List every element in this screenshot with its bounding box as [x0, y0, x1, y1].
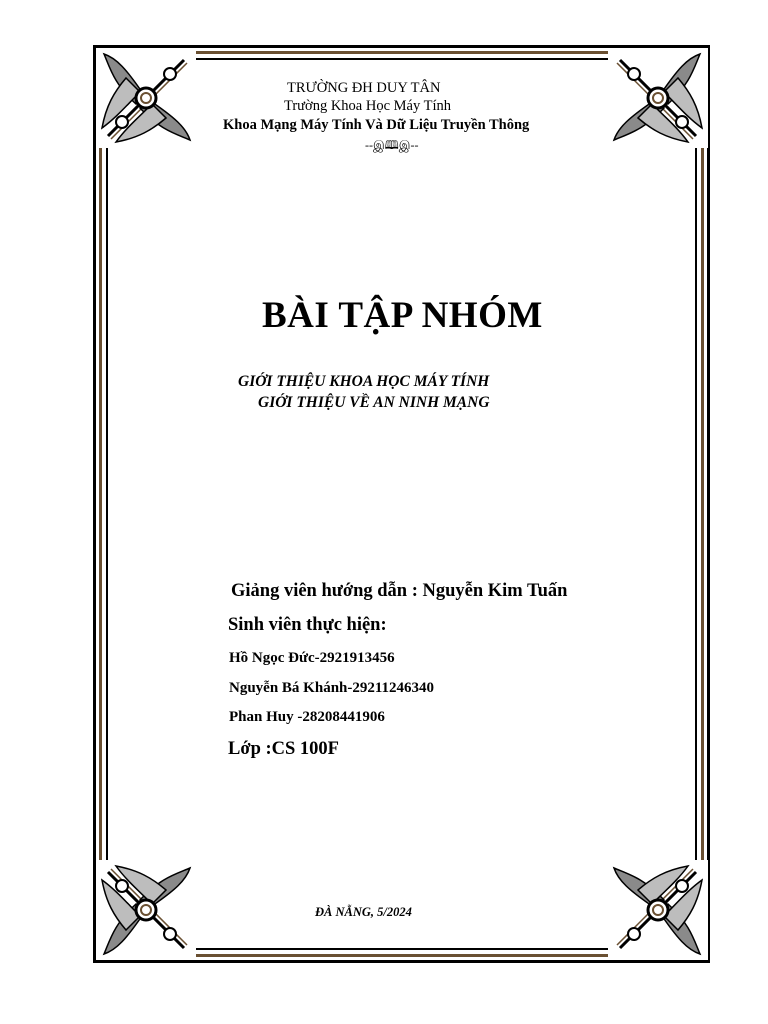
page-border-inner [106, 58, 697, 950]
student-item: Phan Huy -28208441906 [229, 709, 385, 725]
student-item: Nguyễn Bá Khánh-29211246340 [229, 680, 435, 696]
fleur-de-lis-corner-icon [96, 48, 196, 148]
class-line: Lớp :CS 100F [228, 739, 339, 759]
students-heading: Sinh viên thực hiện: [228, 615, 387, 635]
fleur-de-lis-corner-icon [608, 860, 708, 960]
faculty-name: Khoa Mạng Máy Tính Và Dữ Liệu Truyền Thông [223, 117, 530, 133]
lecturer-line: Giảng viên hướng dẫn : Nguyễn Kim Tuấn [231, 581, 568, 601]
place-date: ĐÀ NẴNG, 5/2024 [315, 905, 412, 919]
school-name: Trường Khoa Học Máy Tính [284, 98, 451, 114]
subtitle-line-2: GIỚI THIỆU VỀ AN NINH MẠNG [258, 394, 490, 411]
university-name: TRƯỜNG ĐH DUY TÂN [287, 80, 441, 96]
document-title: BÀI TẬP NHÓM [262, 295, 543, 336]
header-ornament: --இ🕮இ-- [365, 138, 419, 152]
fleur-de-lis-corner-icon [96, 860, 196, 960]
student-item: Hồ Ngọc Đức-2921913456 [229, 650, 395, 666]
subtitle-line-1: GIỚI THIỆU KHOA HỌC MÁY TÍNH [238, 373, 490, 390]
fleur-de-lis-corner-icon [608, 48, 708, 148]
